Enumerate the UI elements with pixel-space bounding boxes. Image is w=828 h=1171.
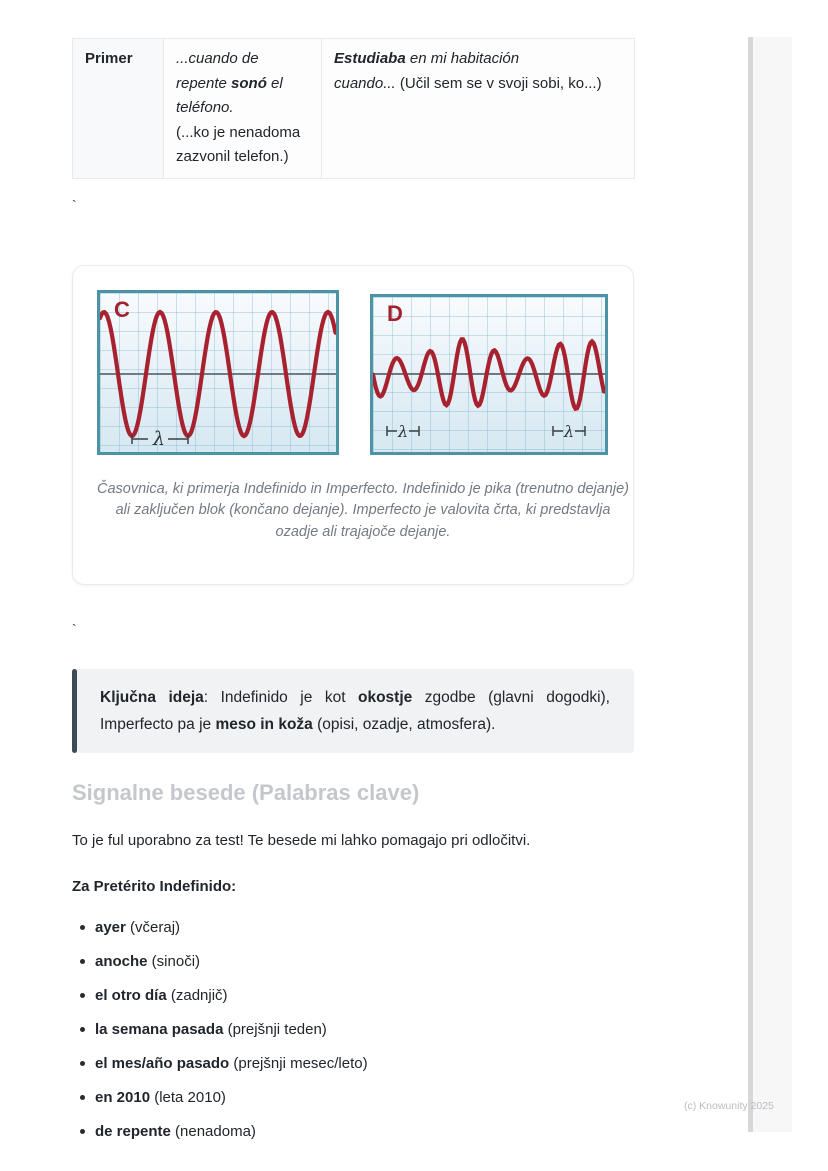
- list-item: [72, 984, 634, 1008]
- scrollbar-track[interactable]: [748, 37, 792, 1132]
- cell-term-label: [73, 39, 164, 179]
- signal-word-translation: (nenadoma): [170, 1122, 256, 1140]
- stray-backtick: `: [72, 620, 77, 637]
- cell-imperfecto-example: [322, 39, 635, 179]
- wavelength-label: λ: [564, 421, 575, 441]
- signal-word-term: la semana pasada: [95, 1020, 224, 1038]
- stray-backtick: `: [72, 196, 77, 213]
- signal-word-term: el mes/año pasado: [95, 1054, 230, 1072]
- signal-word-term: de repente: [95, 1122, 171, 1140]
- signal-word-translation: (prejšnji teden): [223, 1020, 327, 1038]
- signal-word-translation: (prejšnji mesec/leto): [229, 1054, 368, 1072]
- list-item: [72, 1052, 634, 1076]
- grammar-example-table: [72, 38, 635, 179]
- signal-words-list: [72, 916, 634, 1144]
- signal-word-translation: (leta 2010): [150, 1088, 226, 1106]
- figure-caption: Časovnica, ki primerja Indefinido in Imperfecto. Indefinido je pika (trenutno dejanje) ali zaključen blok (končano dejanje). Imperfecto je valovita črta, ki predstavlja ozadje ali trajajoče dejanje.: [97, 480, 629, 540]
- signal-word-translation: (včeraj): [125, 918, 181, 936]
- waveform-panel-c: [97, 290, 339, 455]
- indefinido-es-sentence: ...cuando de repente sonó el teléfono.: [176, 50, 283, 116]
- signal-word-term: ayer: [95, 918, 126, 936]
- imperfecto-es-sentence: Estudiaba en mi habitación: [334, 50, 520, 67]
- intro-paragraph: To je ful uporabno za test! Te besede mi lahko pomagajo pri odločitvi.: [72, 831, 531, 849]
- wavelength-label: λ: [153, 427, 166, 450]
- cell-indefinido-example: [164, 39, 322, 179]
- signal-word-translation: (sinoči): [147, 952, 201, 970]
- list-item: [72, 1120, 634, 1144]
- wavelength-label: λ: [398, 421, 409, 441]
- row-label: Primer: [85, 50, 133, 67]
- wavelength-annotation-left: [387, 422, 419, 441]
- list-item: [72, 1018, 634, 1042]
- copyright-text: (c) Knowunity 2025: [684, 1100, 774, 1112]
- waveform-panel-d: [370, 294, 608, 455]
- wavelength-annotation: [132, 428, 188, 450]
- waveform-c-graphic: [100, 293, 336, 452]
- section-heading: Signalne besede (Palabras clave): [72, 779, 420, 805]
- indefinido-sl-translation: (...ko je nenadoma zazvonil telefon.): [176, 123, 301, 165]
- key-idea-callout: Ključna ideja: Indefinido je kot okostje zgodbe (glavni dogodki), Imperfecto pa je meso in koža (opisi, ozadje, atmosfera).: [72, 669, 634, 753]
- table-row: [73, 39, 635, 179]
- list-item: [72, 950, 634, 974]
- waveform-d-graphic: [373, 297, 605, 452]
- imperfecto-es-sentence-2: cuando...: [334, 74, 396, 92]
- signal-word-translation: (zadnjič): [166, 986, 228, 1004]
- scrollbar-thumb[interactable]: [748, 37, 753, 1132]
- figure-card: [72, 265, 634, 585]
- signal-word-term: anoche: [95, 952, 148, 970]
- callout-accent-bar: [72, 669, 77, 753]
- panel-d-label: D: [387, 300, 403, 326]
- signal-word-term: el otro día: [95, 986, 167, 1004]
- list-title: Za Pretérito Indefinido:: [72, 877, 237, 895]
- wavelength-annotation-right: [553, 422, 585, 441]
- list-item: [72, 916, 634, 940]
- document-content: [72, 0, 634, 1154]
- waveform-figure: [97, 290, 608, 455]
- panel-c-label: C: [114, 296, 130, 322]
- imperfecto-sl-translation: (Učil sem se v svoji sobi, ko...): [395, 74, 602, 92]
- page-footer: [684, 1100, 774, 1112]
- list-item: [72, 1086, 634, 1110]
- callout-title: Ključna ideja: [100, 688, 204, 706]
- signal-word-term: en 2010: [95, 1088, 151, 1106]
